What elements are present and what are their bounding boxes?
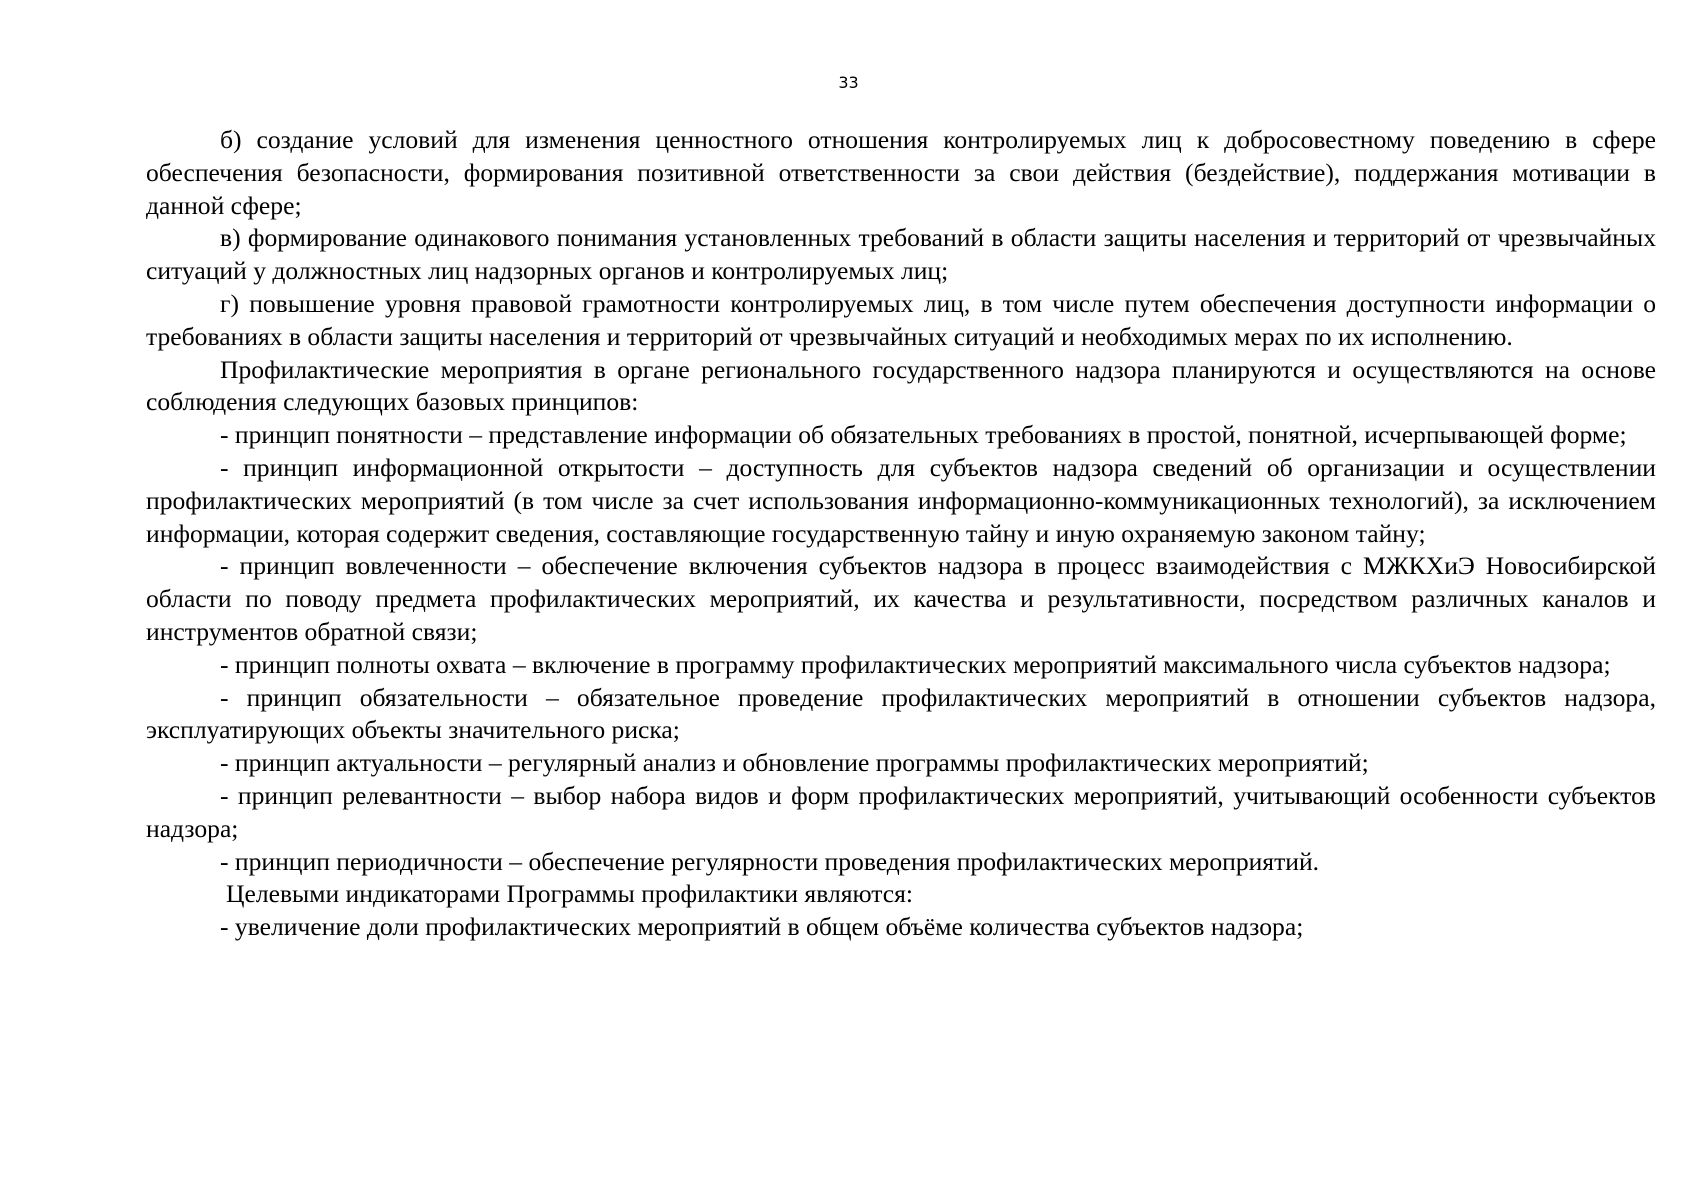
principle-relevance-update: - принцип актуальности – регулярный анализ и обновление программы профилактических мероприятий;: [220, 748, 1369, 778]
paragraph-principles-intro: Профилактические мероприятия в органе регионального государственного надзора планируются и осуществляются на основе соблюдения следующих базовых принципов:: [146, 354, 1656, 417]
principle-involvement: - принцип вовлеченности – обеспечение включения субъектов надзора в процесс взаимодействия с МЖКХиЭ Новосибирской области по поводу предмета профилактических мероприятий, их качества и результативности, посредством различных каналов и инструментов обратной связи;: [146, 551, 1656, 646]
principle-obligation: - принцип обязательности – обязательное проведение профилактических мероприятий в отношении субъектов надзора, эксплуатирующих объекты значительного риска;: [146, 682, 1656, 745]
principle-relevance: - принцип релевантности – выбор набора видов и форм профилактических мероприятий, учитывающий особенности субъектов надзора;: [146, 780, 1656, 843]
indicators-intro: Целевыми индикаторами Программы профилактики являются:: [226, 879, 914, 909]
principle-clarity: - принцип понятности – представление информации об обязательных требованиях в простой, понятной, исчерпывающей форме;: [220, 420, 1627, 450]
paragraph-g-literacy: г) повышение уровня правовой грамотности контролируемых лиц, в том числе путем обеспечения доступности информации о требованиях в области защиты населения и территорий от чрезвычайных ситуаций и необходимых мерах по их исполнению.: [146, 288, 1656, 351]
page-number: 33: [838, 73, 859, 92]
paragraph-b-conditions: б) создание условий для изменения ценностного отношения контролируемых лиц к добросовестному поведению в сфере обеспечения безопасности, формирования позитивной ответственности за свои действия (бездействие), поддержания мотивации в данной сфере;: [146, 125, 1656, 220]
indicator-share-increase: - увеличение доли профилактических мероприятий в общем объёме количества субъектов надзора;: [220, 912, 1304, 942]
paragraph-v-understanding: в) формирование одинакового понимания установленных требований в области защиты населения и территорий от чрезвычайных ситуаций у должностных лиц надзорных органов и контролируемых лиц;: [146, 223, 1656, 286]
principle-periodicity: - принцип периодичности – обеспечение регулярности проведения профилактических мероприятий.: [220, 846, 1320, 876]
principle-openness: - принцип информационной открытости – доступность для субъектов надзора сведений об организации и осуществлении профилактических мероприятий (в том числе за счет использования информационно-коммуникационных технологий), за исключением информации, которая содержит сведения, составляющие государственную тайну и иную охраняемую законом тайну;: [146, 452, 1656, 548]
document-body: [146, 124, 1656, 944]
principle-coverage: - принцип полноты охвата – включение в программу профилактических мероприятий максимального числа субъектов надзора;: [220, 649, 1611, 679]
